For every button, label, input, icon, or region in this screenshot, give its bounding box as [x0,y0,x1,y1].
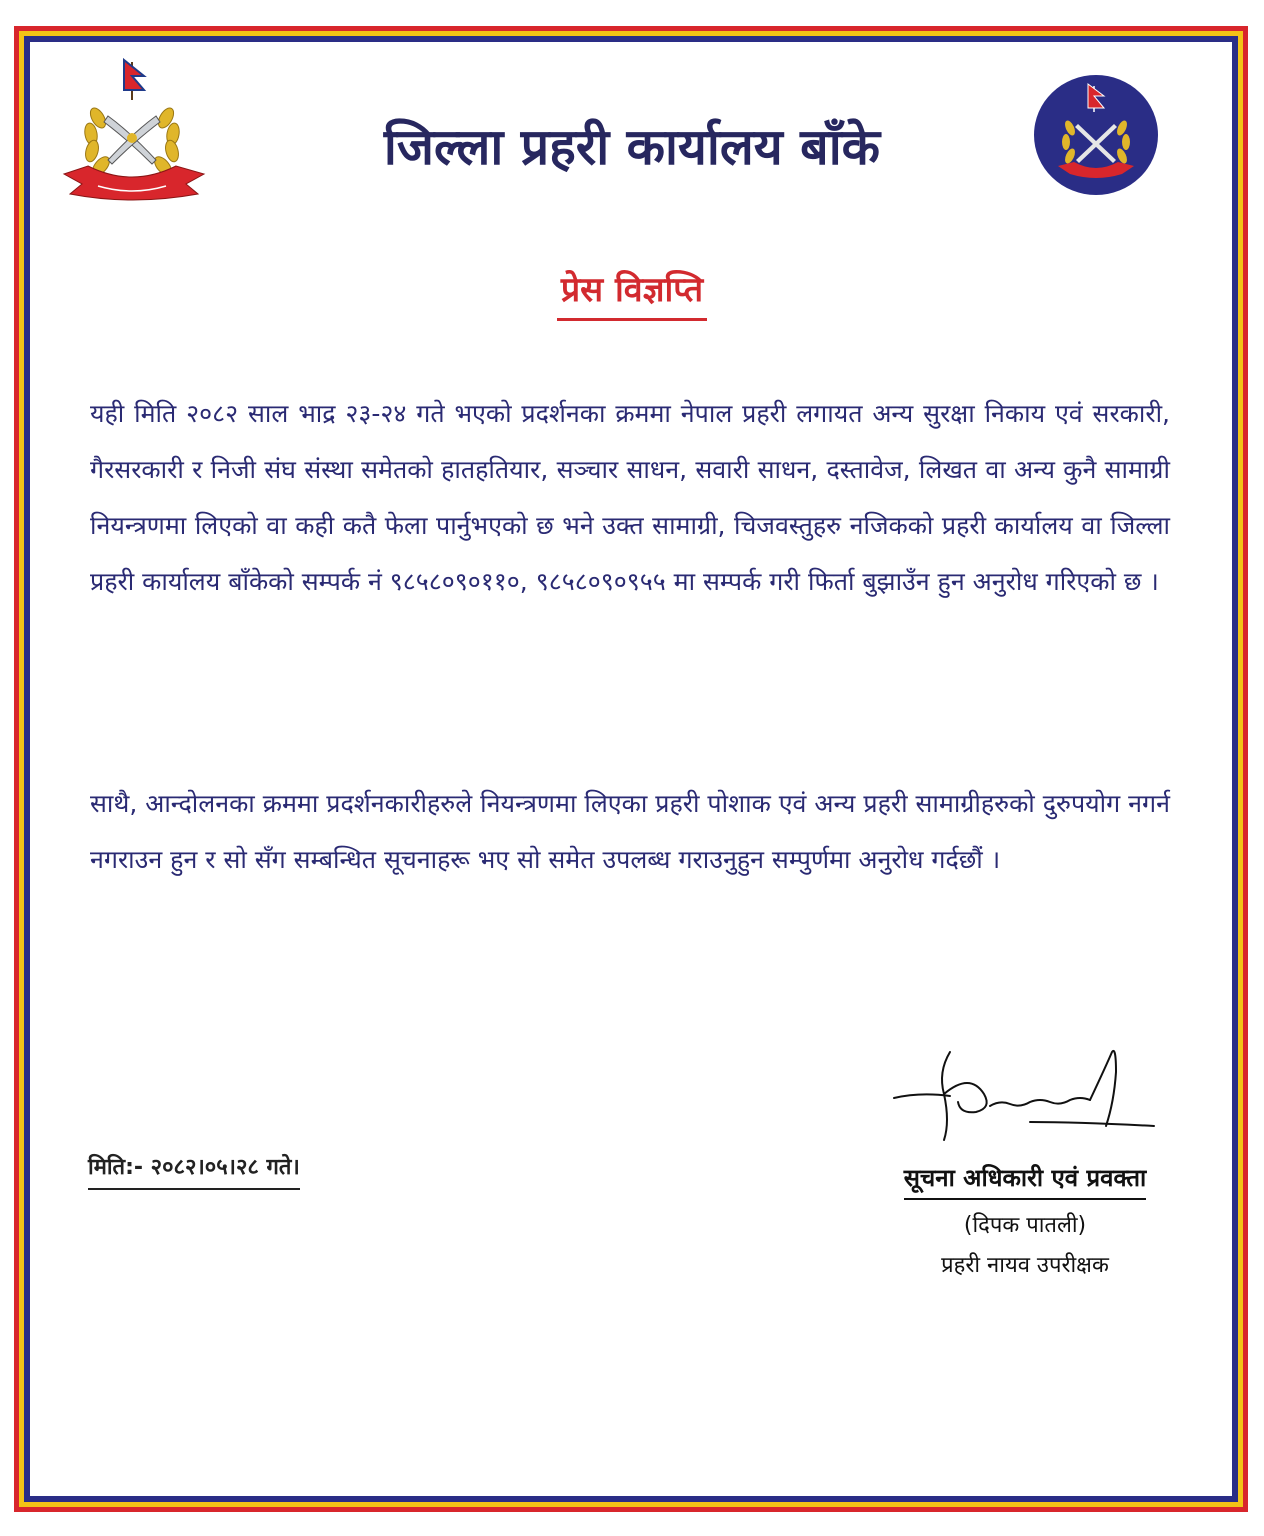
notice-paragraph-1: यही मिति २०८२ साल भाद्र २३-२४ गते भएको प्रदर्शनका क्रममा नेपाल प्रहरी लगायत अन्य सुरक्षा निकाय एवं सरकारी, गैरसरकारी र निजी संघ संस्था समेतको हातहतियार, सञ्चार साधन, सवारी साधन, दस्तावेज, लिखत वा अन्य कुनै सामाग्री नियन्त्रणमा लिएको वा कही कतै फेला पार्नुभएको छ भने उक्त सामाग्री, चिजवस्तुहरु नजिकको प्रहरी कार्यालय वा जिल्ला प्रहरी कार्यालय बाँकेको सम्पर्क नं ९८५८०९०११०, ९८५८०९०९५५ मा सम्पर्क गरी फिर्ता बुझाउँन हुन अनुरोध गरिएको छ । [90,399,1170,596]
signatory-block [860,1158,1190,1286]
press-release-heading [0,264,1264,321]
nepal-police-round-emblem-icon [1030,72,1162,198]
signatory-name: (दिपक पातली) [963,1213,1087,1238]
press-release-heading-text: प्रेस विज्ञप्ति [557,264,707,321]
nepal-police-emblem-icon [58,56,210,202]
notice-paragraph-2: साथै, आन्दोलनका क्रममा प्रदर्शनकारीहरुले नियन्त्रणमा लिएका प्रहरी पोशाक एवं अन्य प्रहरी सामाग्रीहरुको दुरुपयोग नगर्न नगराउन हुन र सो सँग सम्बन्धित सूचनाहरू भए सो समेत उपलब्ध गराउनुहुन सम्पुर्णमा अनुरोध गर्दछौं । [90,789,1170,874]
signatory-title: सूचना अधिकारी एवं प्रवक्ता [904,1158,1146,1200]
office-title: जिल्ला प्रहरी कार्यालय बाँके [383,117,881,176]
notice-date: मिति:- २०८२।०५।२८ गते। [88,1150,300,1190]
signatory-rank: प्रहरी नायव उपरीक्षक [941,1253,1109,1278]
signature-image [880,1042,1180,1142]
